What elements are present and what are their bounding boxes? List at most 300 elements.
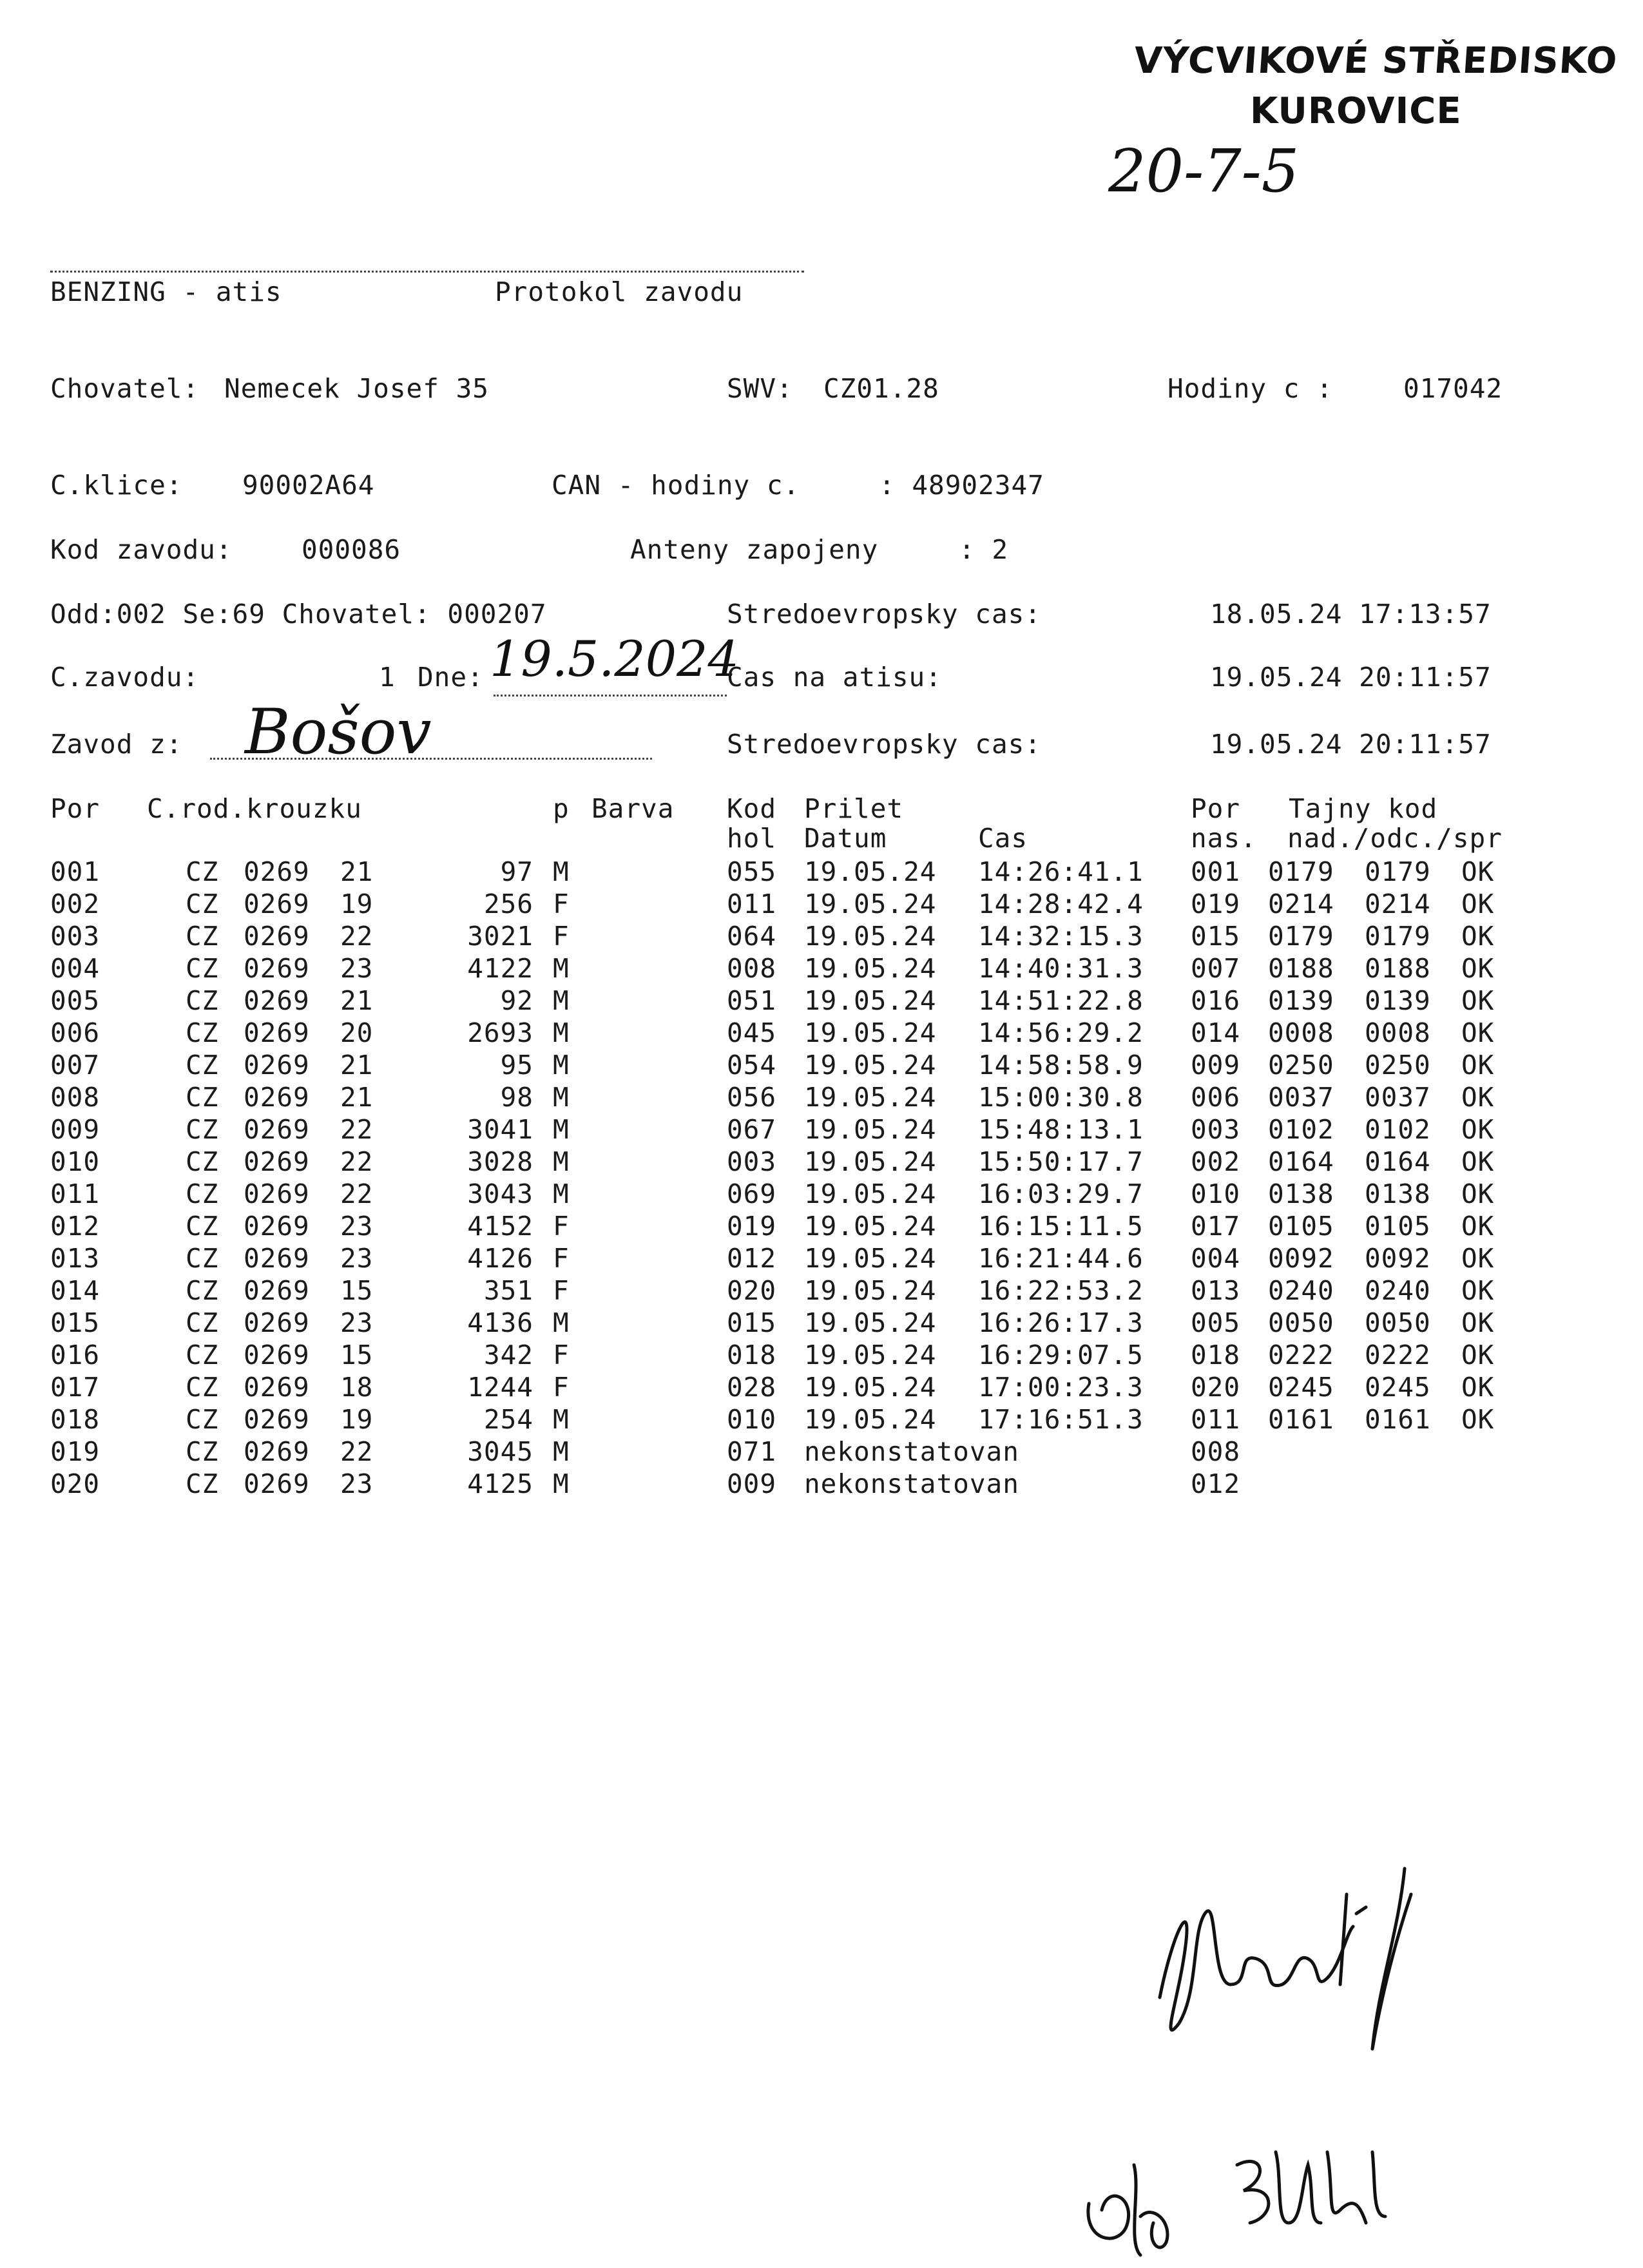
cell-sex: F — [553, 1243, 570, 1274]
cell-date: 19.05.24 — [804, 1307, 937, 1338]
cell-date: 19.05.24 — [804, 1211, 937, 1242]
col-head-hol: hol — [727, 823, 777, 854]
cell-yr: 21 — [340, 856, 374, 887]
day-handwritten: 19.5.2024 — [490, 630, 739, 687]
cell-cz: CZ — [186, 1211, 219, 1242]
breeder-label: Chovatel: — [50, 373, 200, 404]
cell-pn: 003 — [1191, 1114, 1241, 1145]
cell-sex: M — [553, 985, 570, 1016]
table-row — [0, 888, 1643, 920]
cell-ok: OK — [1461, 1372, 1495, 1403]
title-rule — [50, 271, 804, 273]
cell-pn: 012 — [1191, 1468, 1241, 1499]
cell-ok: OK — [1461, 921, 1495, 952]
cell-org: 0269 — [244, 1372, 310, 1403]
cell-ok: OK — [1461, 856, 1495, 887]
cell-pn: 018 — [1191, 1340, 1241, 1370]
cell-cz: CZ — [186, 953, 219, 984]
table-row — [0, 1307, 1643, 1339]
cell-yr: 22 — [340, 1178, 374, 1209]
table-row — [0, 1339, 1643, 1371]
cell-time: 16:26:17.3 — [978, 1307, 1144, 1338]
col-head-ring: C.rod.krouzku — [147, 793, 362, 824]
cell-por: 001 — [50, 856, 101, 887]
cell-date: 19.05.24 — [804, 1050, 937, 1081]
col-head-por: Por — [50, 793, 101, 824]
cell-sex: M — [553, 953, 570, 984]
cell-num: 4125 — [467, 1468, 533, 1499]
cell-org: 0269 — [244, 1211, 310, 1242]
cell-yr: 23 — [340, 1243, 374, 1274]
cell-date: 19.05.24 — [804, 985, 937, 1016]
cell-yr: 23 — [340, 1211, 374, 1242]
cell-ok: OK — [1461, 1307, 1495, 1338]
cell-cz: CZ — [186, 1178, 219, 1209]
race-from-handwritten: Bošov — [245, 696, 432, 768]
cell-por: 002 — [50, 889, 101, 919]
cell-org: 0269 — [244, 1340, 310, 1370]
cell-org: 0269 — [244, 889, 310, 919]
cell-c2: 0105 — [1365, 1211, 1431, 1242]
cell-time: 14:26:41.1 — [978, 856, 1144, 887]
cell-date: 19.05.24 — [804, 856, 937, 887]
atis-time-value: 19.05.24 20:11:57 — [1210, 662, 1492, 693]
cell-kod: 018 — [727, 1340, 777, 1370]
day-label: Dne: — [418, 662, 484, 693]
cell-c2: 0139 — [1365, 985, 1431, 1016]
cell-kod: 067 — [727, 1114, 777, 1145]
protocol-title: Protokol zavodu — [495, 276, 744, 307]
cell-c2: 0037 — [1365, 1082, 1431, 1113]
cell-por: 013 — [50, 1243, 101, 1274]
cell-ok: OK — [1461, 1178, 1495, 1209]
table-row — [0, 920, 1643, 952]
cell-por: 020 — [50, 1468, 101, 1499]
cell-date: 19.05.24 — [804, 1017, 937, 1048]
cell-pn: 006 — [1191, 1082, 1241, 1113]
cell-date: 19.05.24 — [804, 1404, 937, 1435]
cell-kod: 055 — [727, 856, 777, 887]
col-head-por-nas: Por — [1191, 793, 1241, 824]
cell-date: nekonstatovan — [804, 1436, 1019, 1467]
table-row — [0, 952, 1643, 985]
cell-yr: 23 — [340, 1307, 374, 1338]
cell-org: 0269 — [244, 921, 310, 952]
cell-kod: 054 — [727, 1050, 777, 1081]
cell-cz: CZ — [186, 1468, 219, 1499]
cell-sex: M — [553, 1468, 570, 1499]
cell-sex: M — [553, 1017, 570, 1048]
cet-value-2: 19.05.24 20:11:57 — [1210, 729, 1492, 760]
cell-date: 19.05.24 — [804, 1372, 937, 1403]
cell-pn: 014 — [1191, 1017, 1241, 1048]
col-head-nad-odc-spr: nad./odc./spr — [1287, 823, 1503, 854]
cell-kod: 045 — [727, 1017, 777, 1048]
cell-c2: 0179 — [1365, 856, 1431, 887]
key-value: 90002A64 — [242, 470, 375, 501]
cell-por: 005 — [50, 985, 101, 1016]
cell-por: 004 — [50, 953, 101, 984]
table-row — [0, 856, 1643, 888]
cell-org: 0269 — [244, 1404, 310, 1435]
cell-por: 008 — [50, 1082, 101, 1113]
race-code-value: 000086 — [302, 534, 401, 565]
cell-yr: 21 — [340, 1050, 374, 1081]
cell-kod: 051 — [727, 985, 777, 1016]
col-head-color: Barva — [591, 793, 675, 824]
cell-num: 3041 — [467, 1114, 533, 1145]
cell-pn: 008 — [1191, 1436, 1241, 1467]
cell-org: 0269 — [244, 1082, 310, 1113]
cell-yr: 15 — [340, 1275, 374, 1306]
table-row — [0, 1371, 1643, 1403]
antennas-value: : 2 — [959, 534, 1009, 565]
cell-por: 015 — [50, 1307, 101, 1338]
cell-ok: OK — [1461, 1404, 1495, 1435]
cell-time: 14:40:31.3 — [978, 953, 1144, 984]
stamp-line-2: KUROVICE — [1250, 90, 1462, 132]
cell-org: 0269 — [244, 1178, 310, 1209]
cell-time: 15:00:30.8 — [978, 1082, 1144, 1113]
cell-ok: OK — [1461, 889, 1495, 919]
cell-kod: 019 — [727, 1211, 777, 1242]
table-row — [0, 985, 1643, 1017]
cell-kod: 011 — [727, 889, 777, 919]
cell-num: 3021 — [467, 921, 533, 952]
cell-num: 256 — [483, 889, 533, 919]
cell-ok: OK — [1461, 1340, 1495, 1370]
cell-c1: 0138 — [1268, 1178, 1334, 1209]
cell-yr: 23 — [340, 953, 374, 984]
cell-time: 17:00:23.3 — [978, 1372, 1144, 1403]
cell-org: 0269 — [244, 1275, 310, 1306]
cell-time: 17:16:51.3 — [978, 1404, 1144, 1435]
cell-pn: 016 — [1191, 985, 1241, 1016]
cell-c1: 0245 — [1268, 1372, 1334, 1403]
table-row — [0, 1274, 1643, 1307]
cell-por: 019 — [50, 1436, 101, 1467]
cell-num: 4136 — [467, 1307, 533, 1338]
clock-label: Hodiny c : — [1167, 373, 1333, 404]
cell-yr: 15 — [340, 1340, 374, 1370]
stamp-handwritten-date: 20-7-5 — [1108, 137, 1300, 206]
cell-date: 19.05.24 — [804, 1275, 937, 1306]
cell-por: 006 — [50, 1017, 101, 1048]
cell-cz: CZ — [186, 1050, 219, 1081]
col-head-date: Datum — [804, 823, 887, 854]
cell-org: 0269 — [244, 1050, 310, 1081]
cell-pn: 013 — [1191, 1275, 1241, 1306]
cell-pn: 001 — [1191, 856, 1241, 887]
table-row — [0, 1436, 1643, 1468]
cell-pn: 005 — [1191, 1307, 1241, 1338]
cet-value-1: 18.05.24 17:13:57 — [1210, 599, 1492, 629]
col-head-nas: nas. — [1191, 823, 1257, 854]
cell-cz: CZ — [186, 1114, 219, 1145]
cell-pn: 004 — [1191, 1243, 1241, 1274]
cell-kod: 064 — [727, 921, 777, 952]
cell-cz: CZ — [186, 1436, 219, 1467]
cell-por: 012 — [50, 1211, 101, 1242]
signature-2 — [1082, 2126, 1443, 2268]
swv-label: SWV: — [727, 373, 793, 404]
cell-date: 19.05.24 — [804, 1178, 937, 1209]
cell-pn: 007 — [1191, 953, 1241, 984]
cell-time: 14:32:15.3 — [978, 921, 1144, 952]
cell-cz: CZ — [186, 1307, 219, 1338]
system-name: BENZING - atis — [50, 276, 282, 307]
cell-time: 16:21:44.6 — [978, 1243, 1144, 1274]
cell-por: 010 — [50, 1146, 101, 1177]
race-from-label: Zavod z: — [50, 729, 183, 760]
cell-c1: 0214 — [1268, 889, 1334, 919]
cell-cz: CZ — [186, 1372, 219, 1403]
cell-num: 97 — [500, 856, 533, 887]
cell-ok: OK — [1461, 1082, 1495, 1113]
cell-pn: 017 — [1191, 1211, 1241, 1242]
cell-date: 19.05.24 — [804, 921, 937, 952]
table-row — [0, 1081, 1643, 1113]
cell-pn: 020 — [1191, 1372, 1241, 1403]
cell-por: 016 — [50, 1340, 101, 1370]
cell-kod: 071 — [727, 1436, 777, 1467]
cell-sex: F — [553, 921, 570, 952]
race-number-value: 1 — [379, 662, 396, 693]
cell-c1: 0105 — [1268, 1211, 1334, 1242]
cell-yr: 21 — [340, 985, 374, 1016]
cet-label-2: Stredoevropsky cas: — [727, 729, 1041, 760]
cell-sex: F — [553, 889, 570, 919]
cell-pn: 009 — [1191, 1050, 1241, 1081]
cell-time: 14:56:29.2 — [978, 1017, 1144, 1048]
cell-sex: F — [553, 1211, 570, 1242]
cell-c1: 0139 — [1268, 985, 1334, 1016]
cell-pn: 019 — [1191, 889, 1241, 919]
race-number-label: C.zavodu: — [50, 662, 200, 693]
cell-num: 3043 — [467, 1178, 533, 1209]
cell-ok: OK — [1461, 1243, 1495, 1274]
cell-num: 2693 — [467, 1017, 533, 1048]
cell-kod: 008 — [727, 953, 777, 984]
cell-cz: CZ — [186, 985, 219, 1016]
cell-ok: OK — [1461, 1114, 1495, 1145]
signature-1 — [1134, 1856, 1443, 2062]
cell-yr: 22 — [340, 921, 374, 952]
cell-c2: 0214 — [1365, 889, 1431, 919]
cell-org: 0269 — [244, 1017, 310, 1048]
table-row — [0, 1049, 1643, 1081]
cell-sex: F — [553, 1340, 570, 1370]
cell-sex: M — [553, 1114, 570, 1145]
cell-num: 351 — [483, 1275, 533, 1306]
cell-time: 15:50:17.7 — [978, 1146, 1144, 1177]
cell-yr: 18 — [340, 1372, 374, 1403]
cell-por: 009 — [50, 1114, 101, 1145]
cell-yr: 22 — [340, 1146, 374, 1177]
cell-ok: OK — [1461, 1211, 1495, 1242]
can-label: CAN - hodiny c. — [552, 470, 800, 501]
cell-sex: M — [553, 856, 570, 887]
cell-ok: OK — [1461, 1050, 1495, 1081]
cell-num: 1244 — [467, 1372, 533, 1403]
cell-yr: 20 — [340, 1017, 374, 1048]
cell-org: 0269 — [244, 1146, 310, 1177]
cell-kod: 009 — [727, 1468, 777, 1499]
cell-c1: 0164 — [1268, 1146, 1334, 1177]
table-row — [0, 1242, 1643, 1274]
cell-kod: 012 — [727, 1243, 777, 1274]
cell-por: 011 — [50, 1178, 101, 1209]
cell-c2: 0240 — [1365, 1275, 1431, 1306]
race-code-label: Kod zavodu: — [50, 534, 233, 565]
cell-c2: 0250 — [1365, 1050, 1431, 1081]
cell-por: 014 — [50, 1275, 101, 1306]
cell-ok: OK — [1461, 953, 1495, 984]
cell-kod: 015 — [727, 1307, 777, 1338]
cell-ok: OK — [1461, 1275, 1495, 1306]
col-head-time: Cas — [978, 823, 1028, 854]
cell-date: 19.05.24 — [804, 1082, 937, 1113]
cell-sex: M — [553, 1146, 570, 1177]
cell-kod: 028 — [727, 1372, 777, 1403]
cell-yr: 22 — [340, 1436, 374, 1467]
cell-sex: F — [553, 1275, 570, 1306]
cell-c2: 0161 — [1365, 1404, 1431, 1435]
cell-num: 254 — [483, 1404, 533, 1435]
antennas-label: Anteny zapojeny — [630, 534, 879, 565]
can-value: : 48902347 — [879, 470, 1044, 501]
cell-c2: 0092 — [1365, 1243, 1431, 1274]
cell-cz: CZ — [186, 856, 219, 887]
table-row — [0, 1210, 1643, 1242]
table-row — [0, 1468, 1643, 1500]
cell-time: 15:48:13.1 — [978, 1114, 1144, 1145]
cell-time: 14:51:22.8 — [978, 985, 1144, 1016]
cell-org: 0269 — [244, 856, 310, 887]
cell-ok: OK — [1461, 985, 1495, 1016]
cell-sex: M — [553, 1307, 570, 1338]
cell-cz: CZ — [186, 1404, 219, 1435]
cell-c2: 0222 — [1365, 1340, 1431, 1370]
section-breeder-line: Odd:002 Se:69 Chovatel: 000207 — [50, 599, 547, 629]
col-head-secret-code: Tajny kod — [1289, 793, 1438, 824]
table-row — [0, 1017, 1643, 1049]
cell-kod: 003 — [727, 1146, 777, 1177]
cell-cz: CZ — [186, 921, 219, 952]
cell-date: 19.05.24 — [804, 1146, 937, 1177]
cell-pn: 015 — [1191, 921, 1241, 952]
cell-time: 16:22:53.2 — [978, 1275, 1144, 1306]
cell-sex: M — [553, 1404, 570, 1435]
cell-num: 4126 — [467, 1243, 533, 1274]
cell-num: 92 — [500, 985, 533, 1016]
cell-pn: 011 — [1191, 1404, 1241, 1435]
cell-pn: 010 — [1191, 1178, 1241, 1209]
cell-c1: 0240 — [1268, 1275, 1334, 1306]
cell-por: 017 — [50, 1372, 101, 1403]
cell-sex: M — [553, 1082, 570, 1113]
atis-time-label: Cas na atisu: — [727, 662, 942, 693]
cell-time: 14:28:42.4 — [978, 889, 1144, 919]
cell-num: 3045 — [467, 1436, 533, 1467]
cell-c1: 0008 — [1268, 1017, 1334, 1048]
cell-org: 0269 — [244, 985, 310, 1016]
cell-c1: 0250 — [1268, 1050, 1334, 1081]
cell-yr: 21 — [340, 1082, 374, 1113]
cell-kod: 069 — [727, 1178, 777, 1209]
cell-por: 018 — [50, 1404, 101, 1435]
cell-org: 0269 — [244, 1436, 310, 1467]
cell-c2: 0164 — [1365, 1146, 1431, 1177]
cell-cz: CZ — [186, 1275, 219, 1306]
cell-c1: 0161 — [1268, 1404, 1334, 1435]
cell-org: 0269 — [244, 953, 310, 984]
cell-time: 16:29:07.5 — [978, 1340, 1144, 1370]
cell-sex: M — [553, 1050, 570, 1081]
cell-c1: 0179 — [1268, 856, 1334, 887]
cell-c2: 0050 — [1365, 1307, 1431, 1338]
cell-num: 4152 — [467, 1211, 533, 1242]
cell-por: 007 — [50, 1050, 101, 1081]
cell-date: 19.05.24 — [804, 889, 937, 919]
cell-c1: 0050 — [1268, 1307, 1334, 1338]
cell-date: 19.05.24 — [804, 1340, 937, 1370]
cell-yr: 23 — [340, 1468, 374, 1499]
cell-sex: F — [553, 1372, 570, 1403]
cell-date: 19.05.24 — [804, 1243, 937, 1274]
cell-ok: OK — [1461, 1017, 1495, 1048]
cell-c1: 0179 — [1268, 921, 1334, 952]
cell-cz: CZ — [186, 1017, 219, 1048]
col-head-arrival: Prilet — [804, 793, 904, 824]
cell-org: 0269 — [244, 1468, 310, 1499]
cell-date: 19.05.24 — [804, 1114, 937, 1145]
cell-time: 16:03:29.7 — [978, 1178, 1144, 1209]
cell-yr: 19 — [340, 1404, 374, 1435]
breeder-value: Nemecek Josef 35 — [224, 373, 489, 404]
cell-time: 14:58:58.9 — [978, 1050, 1144, 1081]
cell-c1: 0222 — [1268, 1340, 1334, 1370]
cell-yr: 22 — [340, 1114, 374, 1145]
cell-cz: CZ — [186, 1146, 219, 1177]
cell-c2: 0245 — [1365, 1372, 1431, 1403]
cell-c2: 0102 — [1365, 1114, 1431, 1145]
key-label: C.klice: — [50, 470, 183, 501]
cell-por: 003 — [50, 921, 101, 952]
cell-num: 95 — [500, 1050, 533, 1081]
cell-kod: 010 — [727, 1404, 777, 1435]
cell-yr: 19 — [340, 889, 374, 919]
cell-num: 3028 — [467, 1146, 533, 1177]
cell-date: nekonstatovan — [804, 1468, 1019, 1499]
cell-c2: 0138 — [1365, 1178, 1431, 1209]
cell-c2: 0179 — [1365, 921, 1431, 952]
day-underline — [494, 695, 727, 697]
table-row — [0, 1403, 1643, 1436]
cell-date: 19.05.24 — [804, 953, 937, 984]
cell-c1: 0092 — [1268, 1243, 1334, 1274]
cell-org: 0269 — [244, 1307, 310, 1338]
cet-label-1: Stredoevropsky cas: — [727, 599, 1041, 629]
cell-sex: M — [553, 1436, 570, 1467]
cell-num: 342 — [483, 1340, 533, 1370]
table-row — [0, 1178, 1643, 1210]
table-row — [0, 1113, 1643, 1146]
cell-kod: 020 — [727, 1275, 777, 1306]
cell-c1: 0102 — [1268, 1114, 1334, 1145]
cell-c2: 0008 — [1365, 1017, 1431, 1048]
cell-sex: M — [553, 1178, 570, 1209]
